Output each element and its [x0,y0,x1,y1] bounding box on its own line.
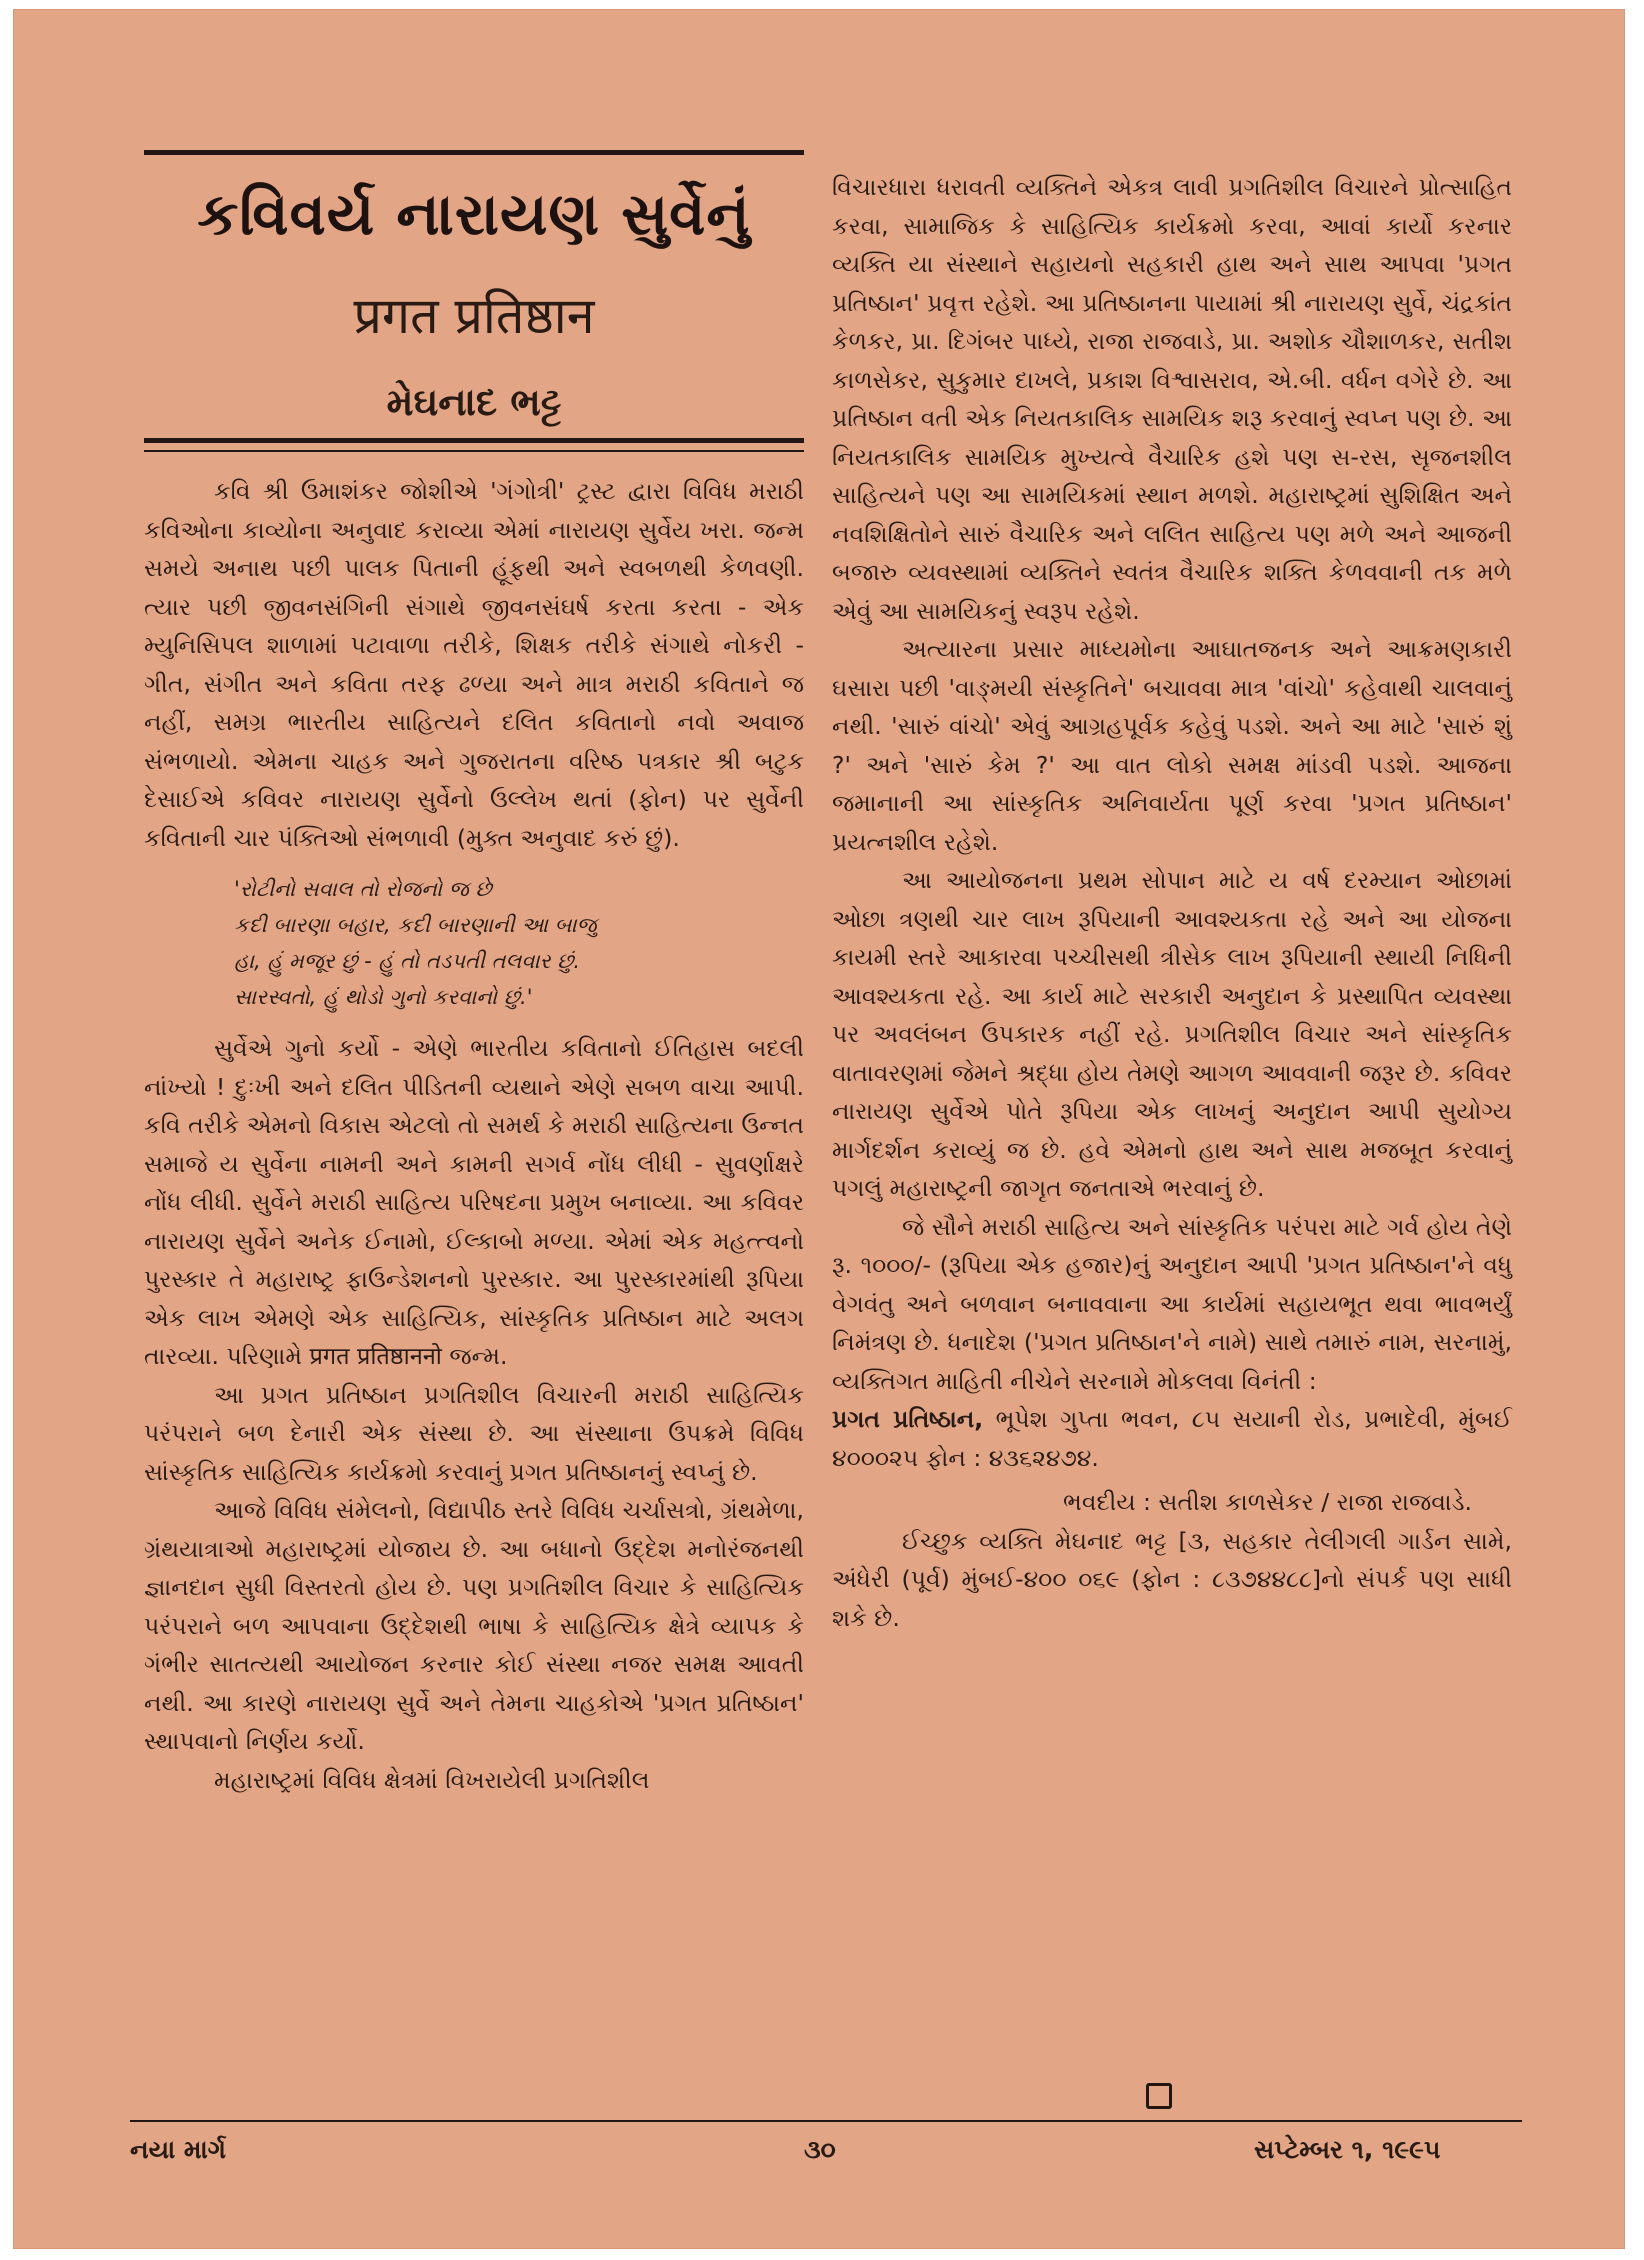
address-label: પ્રગત પ્રતિષ્ઠાન, [832,1405,984,1433]
top-rule [144,150,804,155]
footer-publication: નયા માર્ગ [130,2135,226,2164]
left-paragraph-5: મહારાષ્ટ્રમાં વિવિધ ક્ષેત્રમાં વિખરાયેલી પ્રગતિશીલ [214,1765,650,1794]
right-paragraph-1: વિચારધારા ધરાવતી વ્યક્તિને એકત્ર લાવી પ્રગતિશીલ વિચારને પ્રોત્સાહિત કરવા, સામાજિક કે સાહિત્યિક કાર્યક્રમો કરવા, આવાં કાર્યો કરનાર વ્યક્તિ યા સંસ્થાને સહાયનો સહકારી હાથ અને સાથ આપવા 'પ્રગત પ્રતિષ્ઠાન' પ્રવૃત્ત રહેશે. આ પ્રતિષ્ઠાનના પાયામાં શ્રી નારાયણ સુર્વે, ચંદ્રકાંત કેળકર, પ્રા. દિગંબર પાધ્યે, રાજા રાજવાડે, પ્રા. અશોક ચૌશાળકર, સતીશ કાળસેકર, સુકુમાર દાખલે, પ્રકાશ વિશ્વાસરાવ, એ.બી. વર્ધન વગેરે છે. આ પ્રતિષ્ઠાન વતી એક નિયતકાલિક સામયિક શરૂ કરવાનું સ્વપ્ન પણ છે. આ નિયતકાલિક સામયિક મુખ્યત્વે વૈચારિક હશે પણ સ-રસ, સૃજનશીલ સાહિત્યને પણ આ સામયિકમાં સ્થાન મળશે. મહારાષ્ટ્રમાં સુશિક્ષિત અને નવશિક્ષિતોને સારું વૈચારિક અને લલિત સાહિત્ય પણ મળે અને આજની બજારુ વ્યવસ્થામાં વ્યક્તિને સ્વતંત્ર વૈચારિક શક્તિ કેળવવાની તક મળે એવું આ સામયિકનું સ્વરૂપ રહેશે. [832,173,1512,625]
bottom-rule-thick [144,438,804,443]
address-text: ભૂપેશ ગુપ્તા ભવન, ૮૫ સયાની રોડ, પ્રભાદેવી, મુંબઈ ૪૦૦૦૨૫ ફોન : ૪૩૬૨૪૭૪. [832,1405,1512,1472]
left-paragraph-1: કવિ શ્રી ઉમાશંકર જોશીએ 'ગંગોત્રી' ટ્રસ્ટ દ્વારા વિવિધ મરાઠી કવિઓના કાવ્યોના અનુવાદ કરાવ્યા એમાં નારાયણ સુર્વેય ખરા. જન્મ સમયે અનાથ પછી પાલક પિતાની હૂંફથી અને સ્વબળથી કેળવણી. ત્યાર પછી જીવનસંગિની સંગાથે જીવનસંઘર્ષ કરતા કરતા - એક મ્યુનિસિપલ શાળામાં પટાવાળા તરીકે, શિક્ષક તરીકે સંગાથે નોકરી - ગીત, સંગીત અને કવિતા તરફ ઢળ્યા અને માત્ર મરાઠી કવિતાને જ નહીં, સમગ્ર ભારતીય સાહિત્યને દલિત કવિતાનો નવો અવાજ સંભળાયો. એમના ચાહક અને ગુજરાતના વરિષ્ઠ પત્રકાર શ્રી બટુક દેસાઈએ કવિવર નારાયણ સુર્વેનો ઉલ્લેખ થતાં (ફોન) પર સુર્વેની કવિતાની ચાર પંક્તિઓ સંભળાવી (મુક્ત અનુવાદ કરું છું). [144,477,804,852]
author-name: મેઘનાદ ભટ્ટ [386,380,562,424]
address-block [832,1400,1512,1477]
poem-line-4: સારસ્વતો, હું થોડો ગુનો કરવાનો છું.' [234,985,533,1009]
left-paragraph-4: આજે વિવિધ સંમેલનો, વિદ્યાપીઠ સ્તરે વિવિધ ચર્ચાસત્રો, ગ્રંથમેળા, ગ્રંથયાત્રાઓ મહારાષ્ટ્રમાં યોજાય છે. આ બધાનો ઉદ્દેશ મનોરંજનથી જ્ઞાનદાન સુધી વિસ્તરતો હોય છે. પણ પ્રગતિશીલ વિચાર કે સાહિત્યિક પરંપરાને બળ આપવાના ઉદ્દેશથી ભાષા કે સાહિત્યિક ક્ષેત્રે વ્યાપક કે ગંભીર સાતત્યથી આયોજન કરનાર કોઈ સંસ્થા નજર સમક્ષ આવતી નથી. આ કારણે નારાયણ સુર્વે અને તેમના ચાહકોએ 'પ્રગત પ્રતિષ્ઠાન' સ્થાપવાનો નિર્ણય કર્યો. [144,1496,804,1755]
footer-page-number: ૩૦ [804,2135,836,2164]
bottom-rule-thin [144,450,804,452]
poem-line-2: કદી બારણા બહાર, કદી બારણાની આ બાજુ [234,913,597,937]
right-paragraph-2: અત્યારના પ્રસાર માધ્યમોના આઘાતજનક અને આક્રમણકારી ઘસારા પછી 'વાઙ્મયી સંસ્કૃતિને' બચાવવા માત્ર 'વાંચો' કહેવાથી ચાલવાનું નથી. 'સારું વાંચો' એવું આગ્રહપૂર્વક કહેવું પડશે. અને આ માટે 'સારું શું ?' અને 'સારું કેમ ?' આ વાત લોકો સમક્ષ માંડવી પડશે. આજના જમાનાની આ સાંસ્કૃતિક અનિવાર્યતા પૂર્ણ કરવા 'પ્રગત પ્રતિષ્ઠાન' પ્રયત્નશીલ રહેશે. [832,635,1512,856]
right-paragraph-3: આ આયોજનના પ્રથમ સોપાન માટે ય વર્ષ દરમ્યાન ઓછામાં ઓછા ત્રણથી ચાર લાખ રૂપિયાની આવશ્યકતા રહે અને આ યોજના કાયમી સ્તરે આકારવા પચ્ચીસથી ત્રીસેક લાખ રૂપિયાની સ્થાયી નિધિની આવશ્યકતા રહે. આ કાર્ય માટે સરકારી અનુદાન કે પ્રસ્થાપિત વ્યવસ્થા પર અવલંબન ઉપકારક નહીં રહે. પ્રગતિશીલ વિચાર અને સાંસ્કૃતિક વાતાવરણમાં જેમને શ્રદ્ધા હોય તેમણે આગળ આવવાની જરૂર છે. કવિવર નારાયણ સુર્વેએ પોતે રૂપિયા એક લાખનું અનુદાન આપી સુયોગ્ય માર્ગદર્શન કરાવ્યું જ છે. હવે એમનો હાથ અને સાથ મજબૂત કરવાનું પગલું મહારાષ્ટ્રની જાગૃત જનતાએ ભરવાનું છે. [832,866,1512,1202]
poem-line-3: હા, હું મજૂર છું - હું તો તડપતી તલવાર છું. [234,949,581,973]
contact-note: ઈચ્છુક વ્યક્તિ મેઘનાદ ભટ્ટ [૩, સહકાર તેલીગલી ગાર્ડન સામે, અંધેરી (પૂર્વ) મુંબઈ-૪૦૦ ૦૬૯ (ફોન : ૮૩૭૪૪૮૮]નો સંપર્ક પણ સાધી શકે છે. [832,1526,1512,1632]
magazine-page [14,10,1624,2248]
right-paragraph-4: જે સૌને મરાઠી સાહિત્ય અને સાંસ્કૃતિક પરંપરા માટે ગર્વ હોય તેણે રૂ. ૧૦૦૦/- (રૂપિયા એક હજાર)નું અનુદાન આપી 'પ્રગત પ્રતિષ્ઠાન'ને વધુ વેગવંતુ અને બળવાન બનાવવાના આ કાર્યમાં સહાયભૂત થવા ભાવભર્યું નિમંત્રણ છે. ધનાદેશ ('પ્રગત પ્રતિષ્ઠાન'ને નામે) સાથે તમારું નામ, સરનામું, વ્યક્તિગત માહિતી નીચેને સરનામે મોકલવા વિનંતી : [832,1212,1512,1395]
end-mark-icon [1146,2083,1172,2109]
poem-line-1: 'રોટીનો સવાલ તો રોજનો જ છે [234,877,492,901]
article-title: કવિવર્ય નારાયણ સુર્વેનું [197,180,751,248]
signature: ભવદીય : સતીશ કાળસેકર / રાજા રાજવાડે. [1063,1488,1472,1516]
article-subtitle: प्रगत प्रतिष्ठान [353,287,595,345]
left-column [144,472,804,1799]
right-column [832,168,1512,1637]
footer-date: સપ્ટેમ્બર ૧, ૧૯૯૫ [1254,2135,1441,2164]
footer-rule [130,2120,1522,2122]
left-paragraph-3: આ પ્રગત પ્રતિષ્ઠાન પ્રગતિશીલ વિચારની મરાઠી સાહિત્યિક પરંપરાને બળ દેનારી એક સંસ્થા છે. આ સંસ્થાના ઉપક્રમે વિવિધ સાંસ્કૃતિક સાહિત્યિક કાર્યક્રમો કરવાનું પ્રગત પ્રતિષ્ઠાનનું સ્વપ્નું છે. [144,1380,804,1486]
left-paragraph-2: સુર્વેએ ગુનો કર્યો - એણે ભારતીય કવિતાનો ઈતિહાસ બદલી નાંખ્યો ! દુઃખી અને દલિત પીડિતની વ્યથાને એણે સબળ વાચા આપી. કવિ તરીકે એમનો વિકાસ એટલો તો સમર્થ કે મરાઠી સાહિત્યના ઉન્નત સમાજે ય સુર્વેના નામની અને કામની સગર્વ નોંધ લીધી - સુવર્ણાક્ષરે નોંધ લીધી. સુર્વેને મરાઠી સાહિત્ય પરિષદના પ્રમુખ બનાવ્યા. આ કવિવર નારાયણ સુર્વેને અનેક ઈનામો, ઈલ્કાબો મળ્યા. એમાં એક મહત્ત્વનો પુરસ્કાર તે મહારાષ્ટ્ર ફાઉન્ડેશનનો પુરસ્કાર. આ પુરસ્કારમાંથી રૂપિયા એક લાખ એમણે એક સાહિત્યિક, સાંસ્કૃતિક પ્રતિષ્ઠાન માટે અલગ તારવ્યા. પરિણામે प्रगत प्रतिष्ठाननो જન્મ. [144,1034,804,1370]
poem-quote [234,871,804,1015]
